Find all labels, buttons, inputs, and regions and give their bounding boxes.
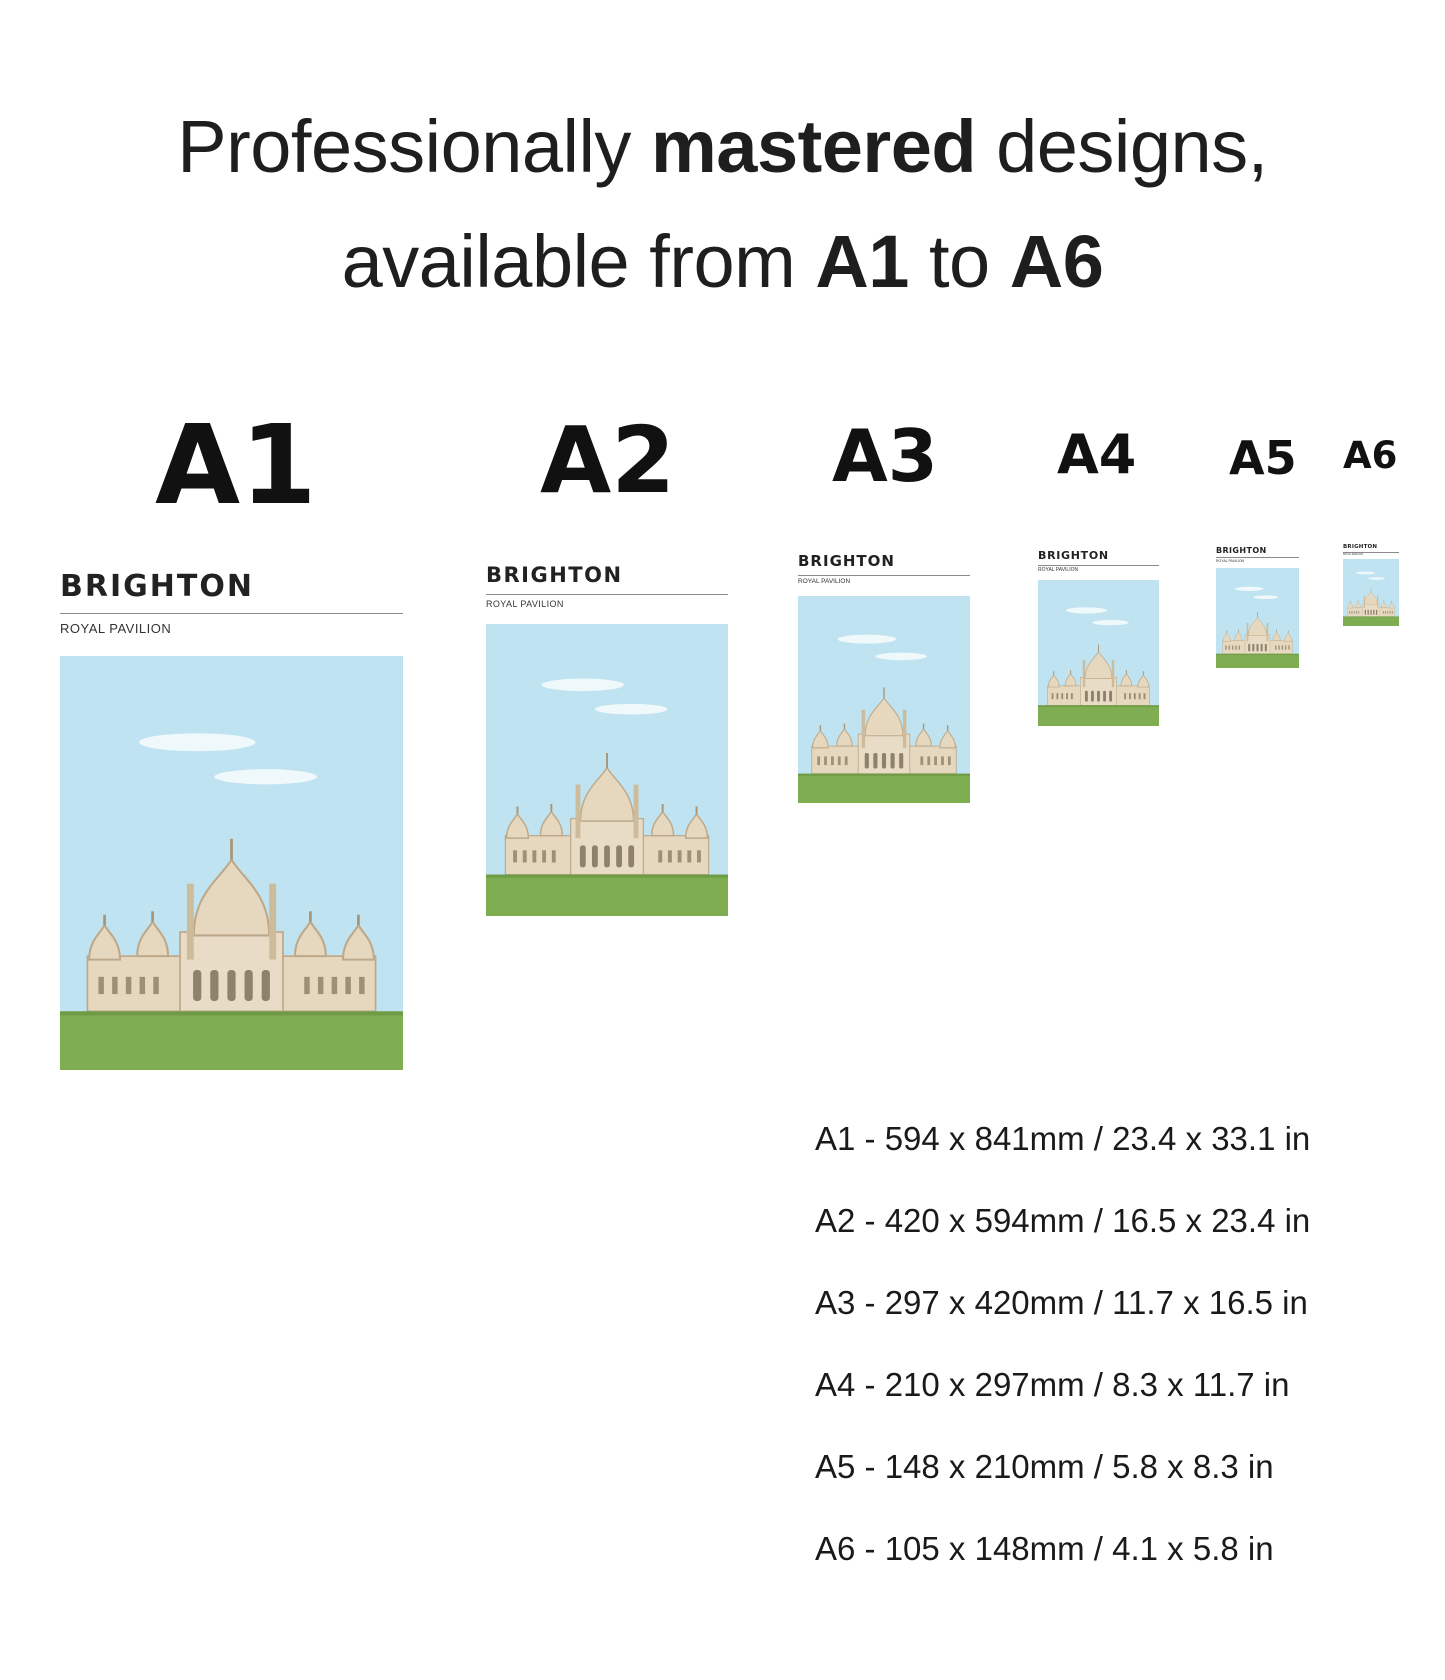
poster-title: BRIGHTON: [486, 563, 623, 587]
size-label-a1: A1: [155, 401, 317, 529]
poster-title: BRIGHTON: [1216, 546, 1267, 555]
size-label-a5: A5: [1229, 431, 1297, 485]
headline-text: available from: [341, 220, 816, 303]
poster-divider: [1216, 557, 1299, 558]
poster-artwork: [486, 624, 728, 916]
headline-bold-text: A6: [1009, 220, 1104, 303]
poster-title: BRIGHTON: [60, 569, 254, 604]
size-label-a3: A3: [832, 414, 938, 498]
poster-subtitle: ROYAL PAVILION: [1343, 553, 1364, 556]
poster-subtitle: ROYAL PAVILION: [798, 578, 851, 585]
size-spec-item: A5 - 148 x 210mm / 5.8 x 8.3 in: [815, 1448, 1274, 1485]
poster-a3: [798, 554, 970, 803]
poster-subtitle: ROYAL PAVILION: [1216, 559, 1245, 563]
poster-artwork: [1038, 580, 1159, 726]
poster-a5: [1216, 547, 1299, 668]
headline-bold-text: mastered: [650, 105, 977, 188]
headline-bold-text: A1: [815, 220, 909, 303]
poster-divider: [1038, 565, 1159, 566]
poster-a1: [60, 569, 403, 1070]
headline-text: to: [908, 220, 1010, 303]
poster-divider: [798, 575, 970, 576]
poster-artwork: [1343, 559, 1399, 626]
poster-artwork: [798, 596, 970, 803]
size-spec-list: [815, 1098, 1310, 1590]
headline-line-1: [0, 105, 1445, 188]
poster-subtitle: ROYAL PAVILION: [60, 621, 172, 636]
poster-a6: [1343, 545, 1399, 626]
poster-a2: [486, 565, 728, 916]
size-spec-item: A6 - 105 x 148mm / 4.1 x 5.8 in: [815, 1530, 1274, 1567]
size-label-a6: A6: [1343, 434, 1398, 477]
poster-divider: [60, 613, 403, 614]
size-spec-item: A2 - 420 x 594mm / 16.5 x 23.4 in: [815, 1202, 1311, 1239]
size-spec-item: A3 - 297 x 420mm / 11.7 x 16.5 in: [815, 1284, 1308, 1321]
poster-a4: [1038, 550, 1159, 726]
poster-subtitle: ROYAL PAVILION: [486, 599, 564, 609]
poster-title: BRIGHTON: [1343, 544, 1378, 550]
size-label-a4: A4: [1057, 423, 1137, 486]
poster-title: BRIGHTON: [798, 552, 895, 570]
poster-subtitle: ROYAL PAVILION: [1038, 567, 1079, 573]
headline-text: Professionally: [177, 105, 651, 188]
poster-title: BRIGHTON: [1038, 549, 1109, 562]
poster-artwork: [1216, 568, 1299, 668]
size-spec-item: A4 - 210 x 297mm / 8.3 x 11.7 in: [815, 1366, 1290, 1403]
poster-divider: [486, 594, 728, 595]
headline-line-2: [0, 220, 1445, 303]
headline-text: designs,: [976, 105, 1268, 188]
poster-artwork: [60, 656, 403, 1070]
size-spec-item: A1 - 594 x 841mm / 23.4 x 33.1 in: [815, 1120, 1311, 1157]
size-label-a2: A2: [540, 407, 676, 514]
